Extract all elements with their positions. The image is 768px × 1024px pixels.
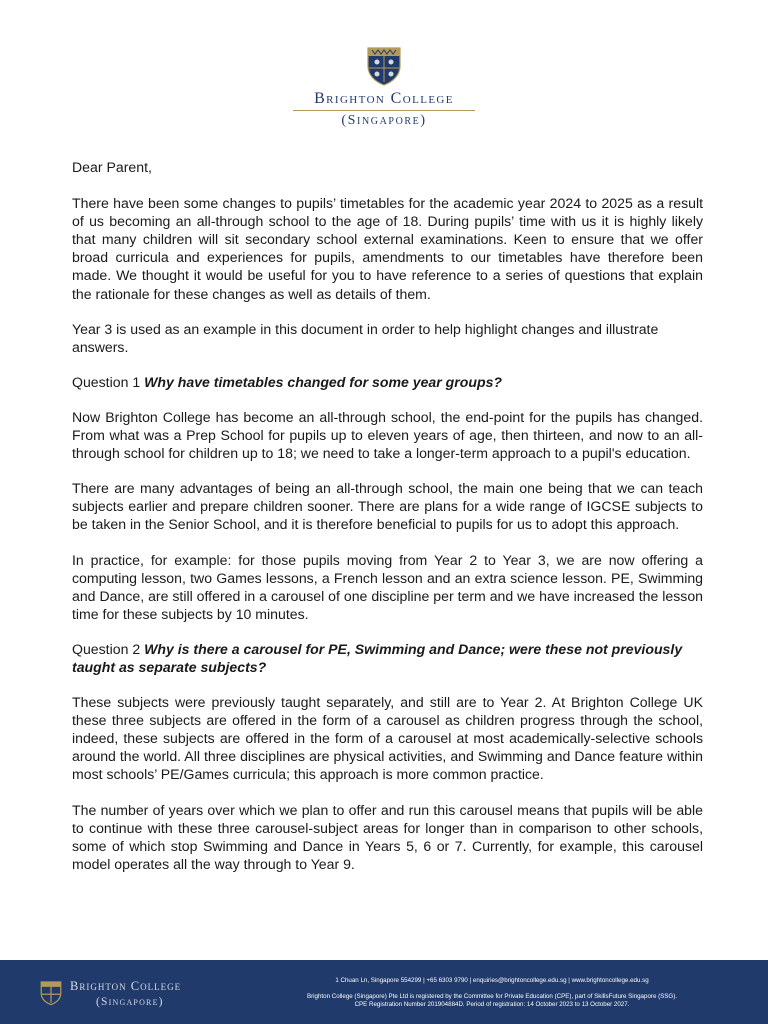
footer-registration-line-2: CPE Registration Number 201904884D. Period of registration: 14 October 2023 to 13 October 2027.	[354, 1001, 630, 1008]
college-name: Brighton College	[314, 90, 454, 107]
letter-body	[72, 158, 703, 890]
paragraph-carousel-uk: These subjects were previously taught separately, and still are to Year 2. At Brighton College UK these three subjects are offered in the form of a carousel as children progress through the school, indeed, these subjects are offered in the form of a carousel at most academically-selective schools around the world. All three disciplines are physical activities, and Swimming and Dance feature within most schools’ PE/Games curricula; this approach is more common practice.	[72, 694, 703, 783]
footer-college-name: Brighton College	[70, 979, 182, 993]
question-2-label: Question 2	[72, 640, 145, 657]
footer-crest-icon	[40, 980, 62, 1006]
footer-registration-line-1: Brighton College (Singapore) Pte Ltd is registered by the Committee for Private Education (CPE), part of SkillsFuture Singapore (SSG).	[306, 993, 678, 1000]
paragraph-all-through: Now Brighton College has become an all-through school, the end-point for the pupils has changed. From what was a Prep School for pupils up to eleven years of age, then thirteen, and now to an all-through school for children up to 18; we need to take a longer-term approach to a pupil's education.	[72, 408, 703, 462]
question-1-label: Question 1	[72, 373, 145, 390]
letterhead-divider	[293, 110, 475, 111]
paragraph-year3-example: Year 3 is used as an example in this document in order to help highlight changes and illustrate answers.	[72, 320, 659, 355]
paragraph-in-practice: In practice, for example: for those pupils moving from Year 2 to Year 3, we are now offering a computing lesson, two Games lessons, a French lesson and an extra science lesson. PE, Swimming and Dance, are still offered in a carousel of one discipline per term and we have increased the lesson time for these subjects by 10 minutes.	[72, 551, 703, 622]
footer-logo	[40, 976, 220, 1016]
footer-contact: 1 Chuan Ln, Singapore 554299 | +65 6303 9790 | enquiries@brightoncollege.edu.sg | www.brightoncollege.edu.sg	[335, 977, 649, 984]
paragraph-carousel-years: The number of years over which we plan to offer and run this carousel means that pupils will be able to continue with these three carousel-subject areas for longer than in comparison to other schools, some of which stop Swimming and Dance in Years 5, 6 or 7. Currently, for example, this carousel model operates all the way through to Year 9.	[72, 801, 703, 872]
question-2	[72, 640, 703, 676]
page-footer	[0, 960, 768, 1024]
question-1-text: Why have timetables changed for some year groups?	[144, 373, 503, 390]
question-2-text: Why is there a carousel for PE, Swimming and Dance; were these not previously taught as separate subjects?	[72, 640, 683, 675]
salutation: Dear Parent,	[72, 159, 152, 175]
footer-college-location: (Singapore)	[96, 996, 164, 1008]
paragraph-intro: There have been some changes to pupils’ timetables for the academic year 2024 to 2025 as a result of us becoming an all-through school to the age of 18. During pupils’ time with us it is highly likely that many children will sit secondary school external examinations. Keen to ensure that we offer broad curricula and experiences for pupils, amendments to our timetables have therefore been made. We thought it would be useful for you to have reference to a series of questions that explain the rationale for these changes as well as details of them.	[72, 195, 703, 302]
college-crest-icon	[366, 46, 402, 86]
footer-details	[232, 977, 752, 1009]
letterhead	[0, 46, 768, 129]
question-1	[72, 373, 703, 391]
paragraph-advantages: There are many advantages of being an all-through school, the main one being that we can teach subjects earlier and prepare children sooner. There are plans for a wide range of IGCSE subjects to be taken in the Senior School, and it is therefore beneficial to pupils for us to adopt this approach.	[72, 480, 703, 533]
college-location: (Singapore)	[341, 113, 427, 128]
